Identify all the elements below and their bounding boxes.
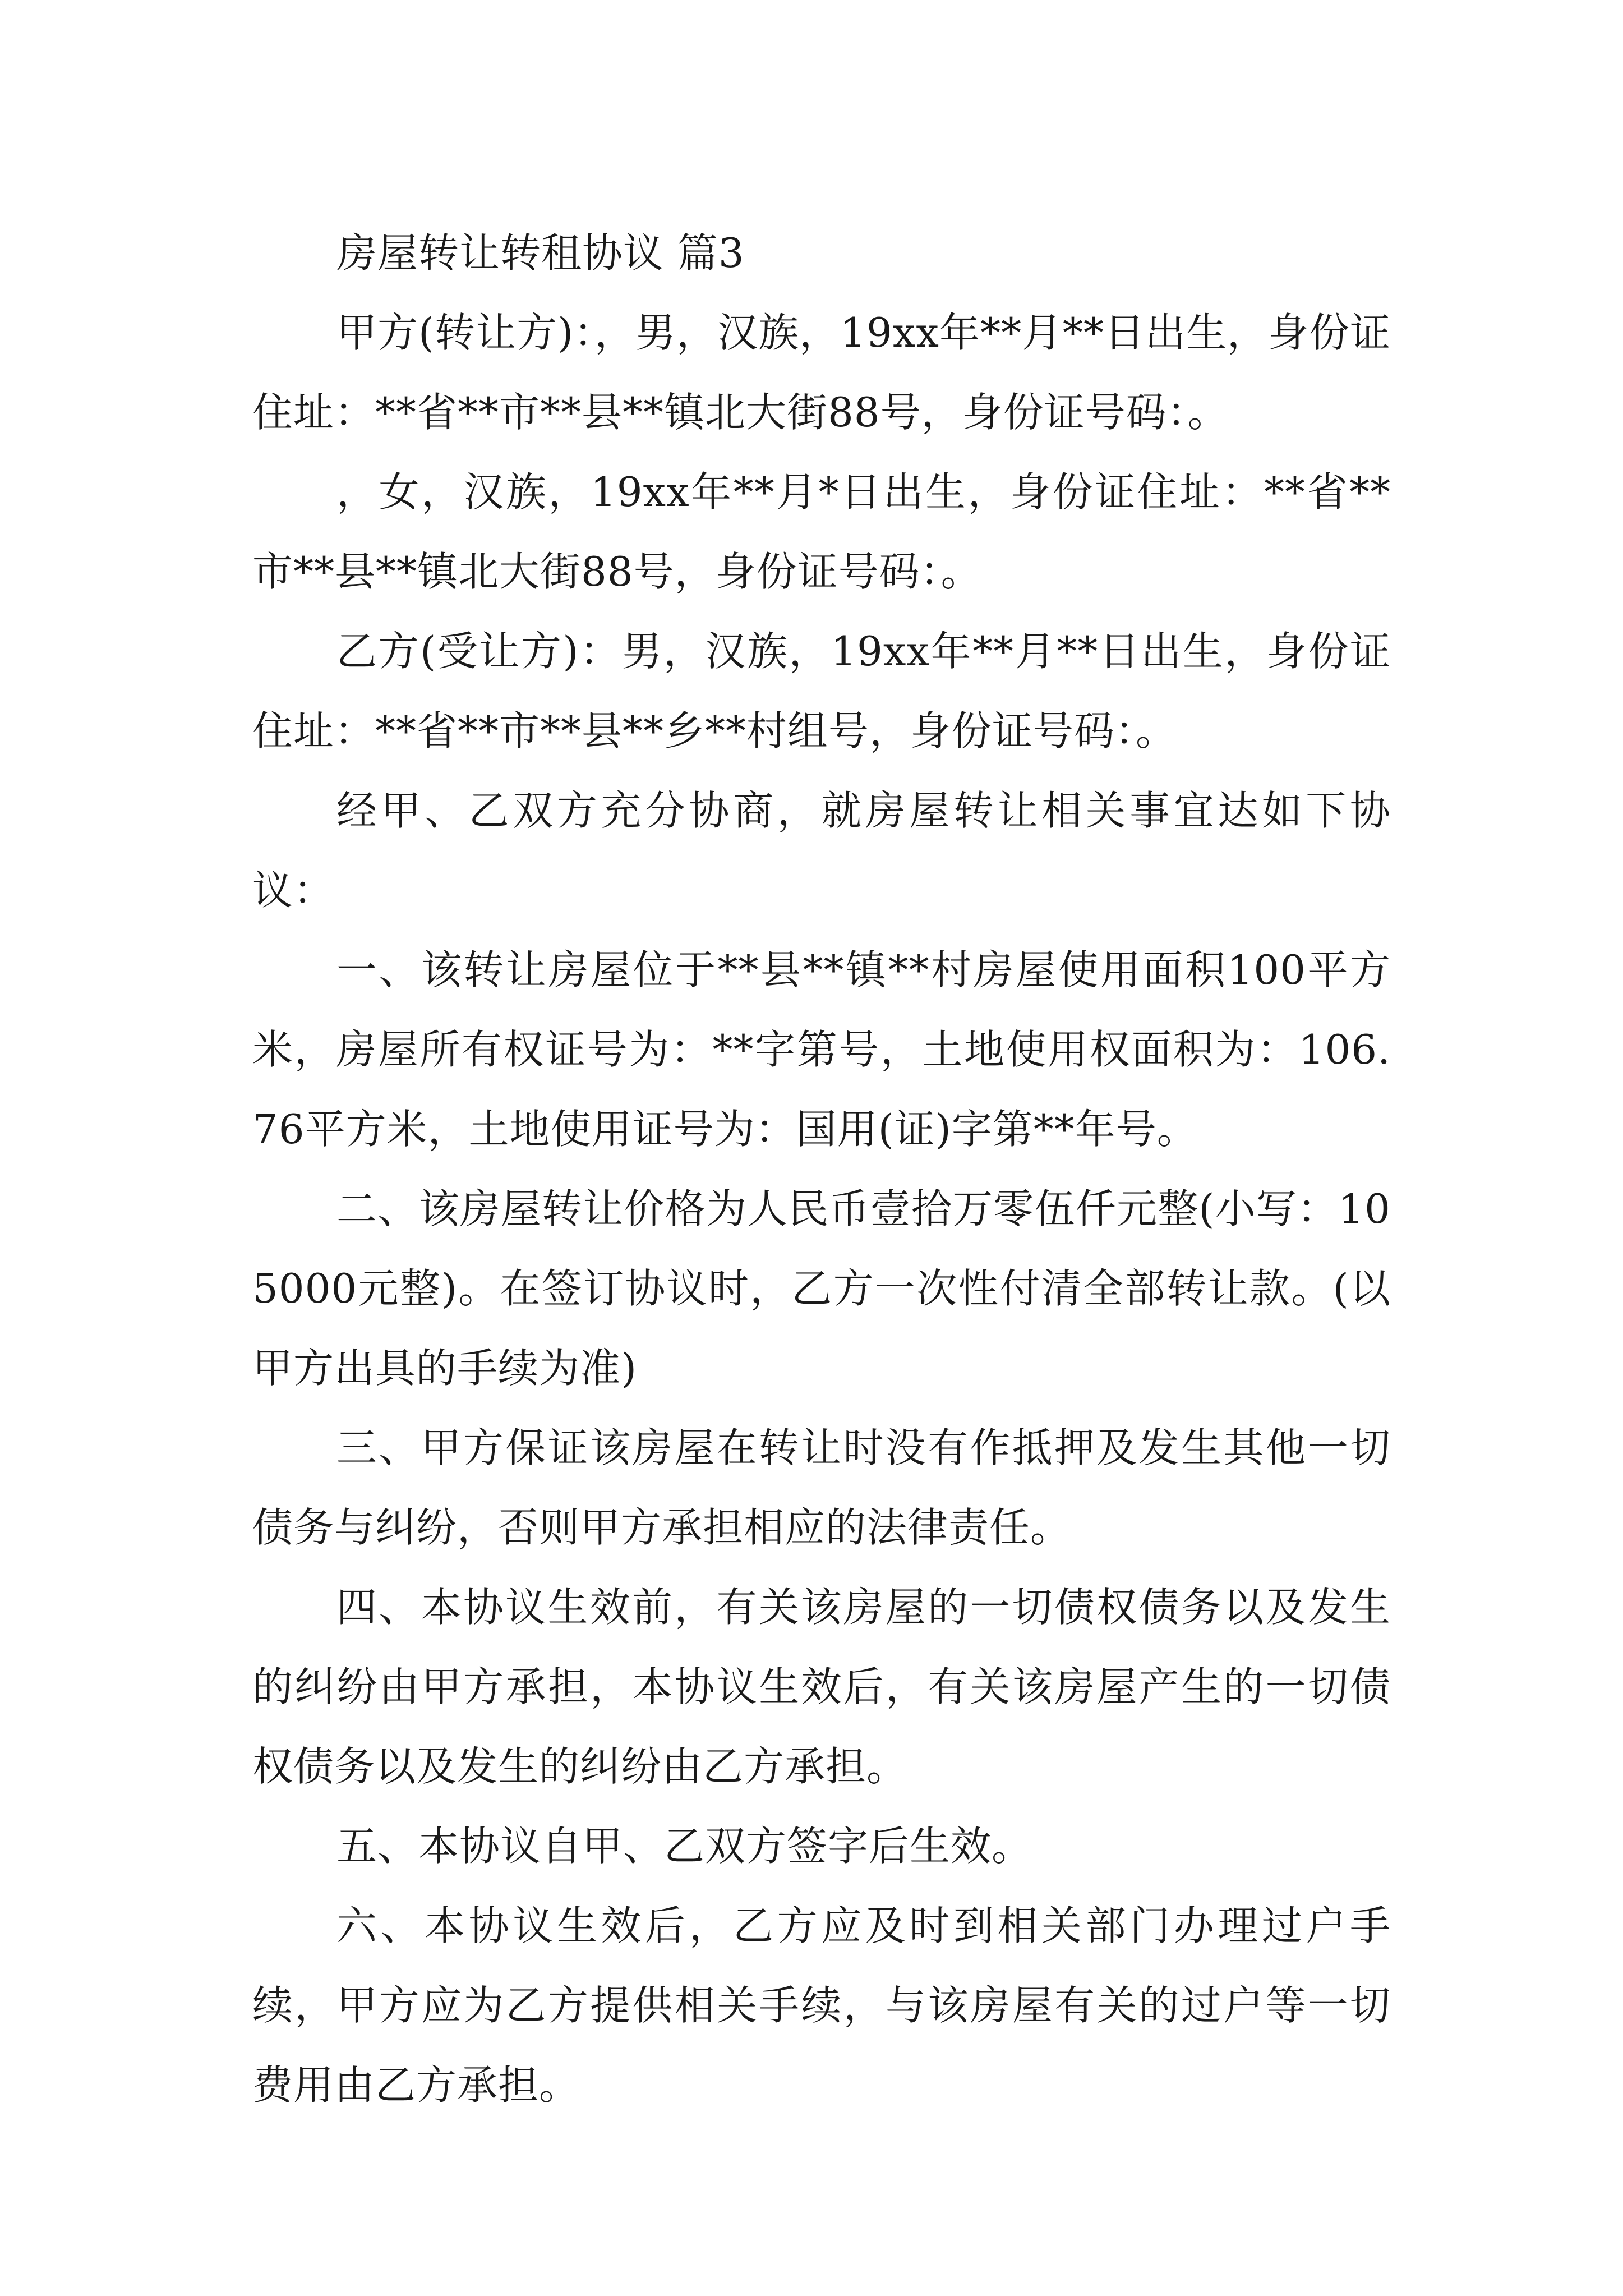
clause-5-paragraph: 五、本协议自甲、乙双方签字后生效。: [336, 1823, 1033, 1870]
party-a-second-paragraph: ，女，汉族，19xx年**月*日出生，身份证住址：**省**市**县**镇北大街88号，身份证号码：。: [252, 468, 1391, 595]
document-body: [252, 213, 1391, 2125]
agreement-intro-paragraph: 经甲、乙双方充分协商，就房屋转让相关事宜达如下协议：: [252, 787, 1391, 914]
document-title: 房屋转让转租协议 篇3: [336, 229, 745, 277]
clause-6-paragraph: 六、本协议生效后，乙方应及时到相关部门办理过户手续，甲方应为乙方提供相关手续，与该房屋有关的过户等一切费用由乙方承担。: [252, 1902, 1391, 2109]
clause-1-paragraph: 一、该转让房屋位于**县**镇**村房屋使用面积100平方米，房屋所有权证号为：**字第号，土地使用权面积为：106.76平方米，土地使用证号为：国用(证)字第**年号。: [252, 946, 1391, 1153]
clause-2-paragraph: 二、该房屋转让价格为人民币壹拾万零伍仟元整(小写：105000元整)。在签订协议时，乙方一次性付清全部转让款。(以甲方出具的手续为准): [252, 1185, 1391, 1392]
clause-4-paragraph: 四、本协议生效前，有关该房屋的一切债权债务以及发生的纠纷由甲方承担，本协议生效后，有关该房屋产生的一切债权债务以及发生的纠纷由乙方承担。: [252, 1584, 1391, 1790]
clause-3-paragraph: 三、甲方保证该房屋在转让时没有作抵押及发生其他一切债务与纠纷，否则甲方承担相应的法律责任。: [252, 1424, 1391, 1551]
party-a-paragraph: 甲方(转让方)：，男，汉族，19xx年**月**日出生，身份证住址：**省**市**县**镇北大街88号，身份证号码：。: [252, 309, 1391, 436]
party-b-paragraph: 乙方(受让方)：男，汉族，19xx年**月**日出生，身份证住址：**省**市**县**乡**村组号，身份证号码：。: [252, 628, 1391, 754]
